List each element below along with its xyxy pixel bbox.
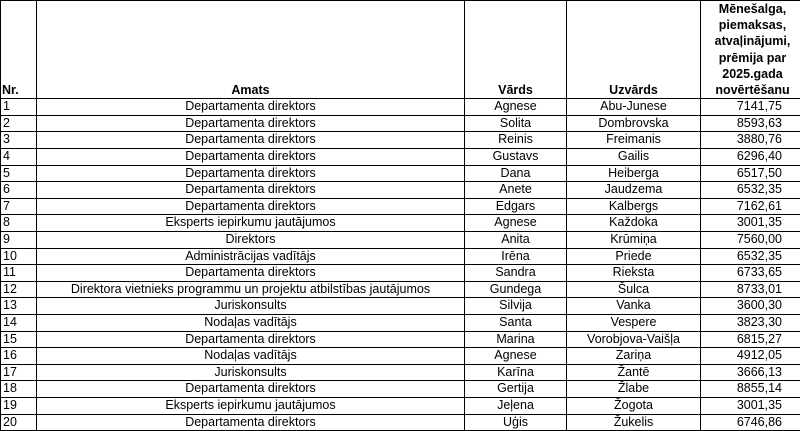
row-vards: Irēna	[465, 248, 567, 265]
row-uzvards: Kalbergs	[567, 198, 701, 215]
row-nr: 3	[1, 132, 37, 149]
table-row	[1, 248, 800, 265]
table-row	[1, 414, 800, 431]
row-uzvards: Dombrovska	[567, 115, 701, 132]
row-summa: 6296,40	[701, 149, 800, 166]
table-row	[1, 231, 800, 248]
row-summa: 7141,75	[701, 99, 800, 116]
row-amats: Nodaļas vadītājs	[37, 348, 465, 365]
row-nr: 5	[1, 165, 37, 182]
row-amats: Departamenta direktors	[37, 198, 465, 215]
row-summa: 8593,63	[701, 115, 800, 132]
row-nr: 2	[1, 115, 37, 132]
row-summa: 6746,86	[701, 414, 800, 431]
table-body	[1, 99, 800, 431]
row-amats: Departamenta direktors	[37, 182, 465, 199]
row-uzvards: Heiberga	[567, 165, 701, 182]
row-uzvards: Každoka	[567, 215, 701, 232]
row-vards: Gustavs	[465, 149, 567, 166]
row-uzvards: Vorobjova-Vaišļa	[567, 331, 701, 348]
header-row	[1, 1, 800, 99]
row-nr: 7	[1, 198, 37, 215]
row-vards: Sandra	[465, 265, 567, 282]
table-row	[1, 381, 800, 398]
row-amats: Departamenta direktors	[37, 149, 465, 166]
row-uzvards: Vespere	[567, 314, 701, 331]
row-amats: Departamenta direktors	[37, 132, 465, 149]
row-summa: 7560,00	[701, 231, 800, 248]
table-row	[1, 115, 800, 132]
row-amats: Direktors	[37, 231, 465, 248]
row-uzvards: Žukelis	[567, 414, 701, 431]
row-uzvards: Gailis	[567, 149, 701, 166]
table-row	[1, 397, 800, 414]
row-amats: Direktora vietnieks programmu un projektu atbilstības jautājumos	[37, 281, 465, 298]
header-salary: Mēnešalga, piemaksas, atvaļinājumi, prēmija par 2025.gada novērtēšanu	[701, 1, 800, 99]
table-row	[1, 215, 800, 232]
row-amats: Juriskonsults	[37, 298, 465, 315]
table-row	[1, 331, 800, 348]
row-nr: 18	[1, 381, 37, 398]
table-row	[1, 314, 800, 331]
row-amats: Departamenta direktors	[37, 99, 465, 116]
row-uzvards: Žlabe	[567, 381, 701, 398]
row-summa: 3823,30	[701, 314, 800, 331]
row-amats: Administrācijas vadītājs	[37, 248, 465, 265]
table-row	[1, 198, 800, 215]
row-amats: Departamenta direktors	[37, 265, 465, 282]
row-uzvards: Šulca	[567, 281, 701, 298]
row-uzvards: Priede	[567, 248, 701, 265]
row-vards: Agnese	[465, 99, 567, 116]
row-nr: 13	[1, 298, 37, 315]
row-summa: 7162,61	[701, 198, 800, 215]
row-nr: 11	[1, 265, 37, 282]
row-vards: Jeļena	[465, 397, 567, 414]
row-uzvards: Freimanis	[567, 132, 701, 149]
header-uzvards: Uzvārds	[567, 1, 701, 99]
header-vards: Vārds	[465, 1, 567, 99]
table-row	[1, 132, 800, 149]
row-nr: 1	[1, 99, 37, 116]
table-row	[1, 149, 800, 166]
row-summa: 3600,30	[701, 298, 800, 315]
row-summa: 6815,27	[701, 331, 800, 348]
row-summa: 6532,35	[701, 182, 800, 199]
row-nr: 6	[1, 182, 37, 199]
row-summa: 6733,65	[701, 265, 800, 282]
row-nr: 4	[1, 149, 37, 166]
row-uzvards: Vanka	[567, 298, 701, 315]
row-vards: Anita	[465, 231, 567, 248]
row-nr: 20	[1, 414, 37, 431]
row-vards: Marina	[465, 331, 567, 348]
header-nr: Nr.	[1, 1, 37, 99]
row-summa: 6532,35	[701, 248, 800, 265]
table-row	[1, 298, 800, 315]
table-row	[1, 265, 800, 282]
table-row	[1, 364, 800, 381]
row-uzvards: Zariņa	[567, 348, 701, 365]
row-amats: Eksperts iepirkumu jautājumos	[37, 397, 465, 414]
table-row	[1, 281, 800, 298]
row-vards: Uģis	[465, 414, 567, 431]
table-row	[1, 165, 800, 182]
row-nr: 10	[1, 248, 37, 265]
row-nr: 14	[1, 314, 37, 331]
row-vards: Reinis	[465, 132, 567, 149]
row-summa: 8733,01	[701, 281, 800, 298]
row-nr: 12	[1, 281, 37, 298]
row-uzvards: Abu-Junese	[567, 99, 701, 116]
row-summa: 4912,05	[701, 348, 800, 365]
row-vards: Solita	[465, 115, 567, 132]
row-vards: Santa	[465, 314, 567, 331]
row-vards: Gertija	[465, 381, 567, 398]
row-uzvards: Žantē	[567, 364, 701, 381]
row-vards: Agnese	[465, 215, 567, 232]
row-summa: 3001,35	[701, 215, 800, 232]
row-amats: Eksperts iepirkumu jautājumos	[37, 215, 465, 232]
row-nr: 17	[1, 364, 37, 381]
table-row	[1, 348, 800, 365]
row-summa: 6517,50	[701, 165, 800, 182]
row-vards: Edgars	[465, 198, 567, 215]
row-vards: Gundega	[465, 281, 567, 298]
row-nr: 16	[1, 348, 37, 365]
row-nr: 9	[1, 231, 37, 248]
row-nr: 19	[1, 397, 37, 414]
row-amats: Departamenta direktors	[37, 331, 465, 348]
row-amats: Juriskonsults	[37, 364, 465, 381]
row-vards: Silvija	[465, 298, 567, 315]
row-vards: Karīna	[465, 364, 567, 381]
row-summa: 8855,14	[701, 381, 800, 398]
row-amats: Nodaļas vadītājs	[37, 314, 465, 331]
row-vards: Agnese	[465, 348, 567, 365]
row-nr: 15	[1, 331, 37, 348]
row-amats: Departamenta direktors	[37, 381, 465, 398]
row-amats: Departamenta direktors	[37, 165, 465, 182]
row-uzvards: Jaudzema	[567, 182, 701, 199]
row-summa: 3666,13	[701, 364, 800, 381]
row-amats: Departamenta direktors	[37, 414, 465, 431]
row-uzvards: Krūmiņa	[567, 231, 701, 248]
row-uzvards: Rieksta	[567, 265, 701, 282]
row-vards: Anete	[465, 182, 567, 199]
row-vards: Dana	[465, 165, 567, 182]
row-summa: 3880,76	[701, 132, 800, 149]
table-row	[1, 99, 800, 116]
header-amats: Amats	[37, 1, 465, 99]
row-nr: 8	[1, 215, 37, 232]
row-summa: 3001,35	[701, 397, 800, 414]
row-uzvards: Žogota	[567, 397, 701, 414]
table-row	[1, 182, 800, 199]
row-amats: Departamenta direktors	[37, 115, 465, 132]
